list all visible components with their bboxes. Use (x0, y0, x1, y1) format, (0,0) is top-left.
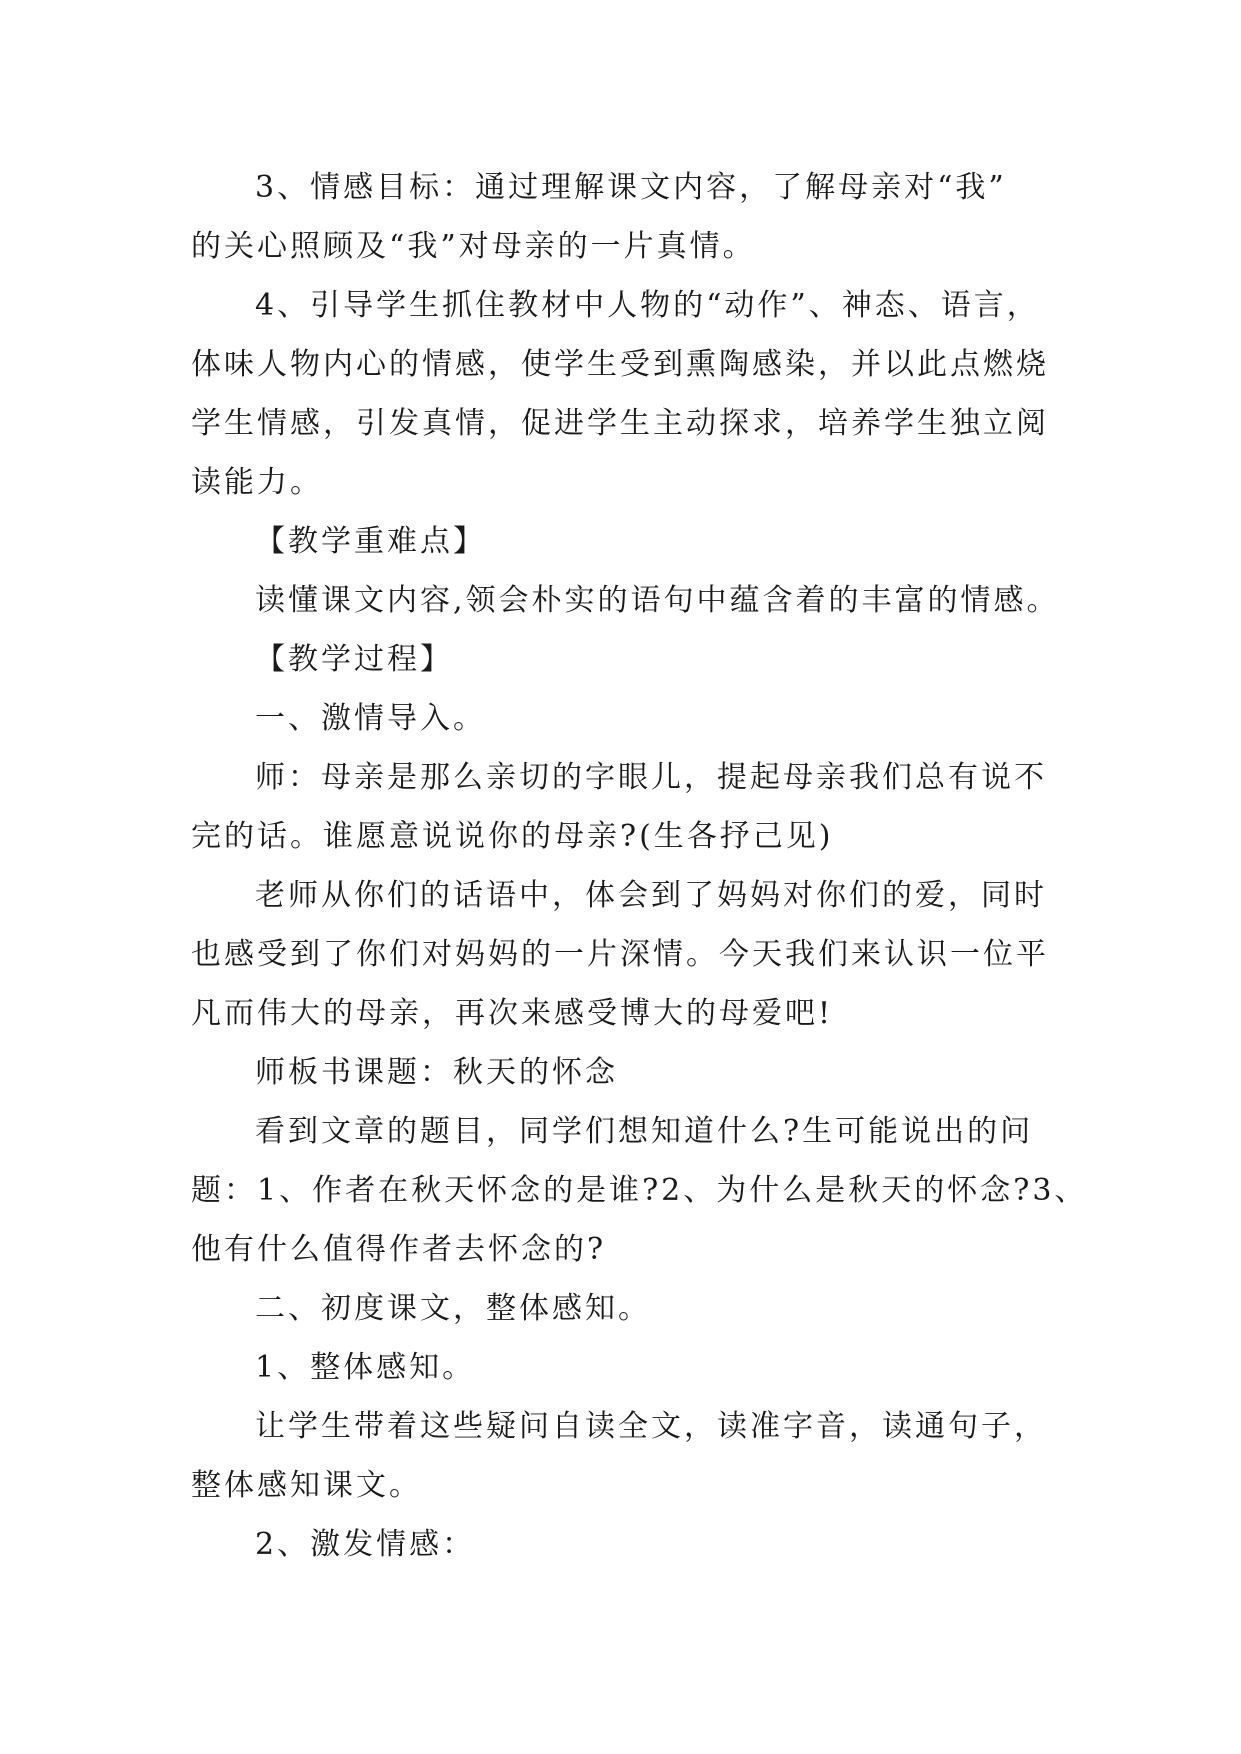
text-line: 学生情感，引发真情，促进学生主动探求，培养学生独立阅 (191, 406, 1049, 441)
text-line: 他有什么值得作者去怀念的? (191, 1232, 607, 1267)
text-line: 一、激情导入。 (255, 701, 486, 736)
paragraph-teacher-feeling (191, 866, 1061, 1043)
paragraph-self-reading (191, 1397, 1061, 1515)
text-line: 的关心照顾及“我”对母亲的一片真情。 (191, 229, 756, 264)
text-line: 二、初度课文，整体感知。 (255, 1291, 651, 1326)
paragraph-questions (191, 1102, 1088, 1279)
text-line: 题：1、作者在秋天怀念的是谁?2、为什么是秋天的怀念?3、 (191, 1173, 1088, 1208)
text-line: 4、引导学生抓住教材中人物的“动作”、神态、语言， (255, 288, 1040, 323)
text-line: 读懂课文内容,领会朴实的语句中蕴含着的丰富的情感。 (255, 583, 1060, 618)
text-line: 师：母亲是那么亲切的字眼儿，提起母亲我们总有说不 (255, 760, 1047, 795)
text-line: 3、情感目标：通过理解课文内容，了解母亲对“我” (255, 170, 1007, 205)
paragraph-board-title (191, 1043, 1061, 1102)
section-heading: 【教学重难点】 (255, 524, 486, 559)
paragraph-emotion-goal (191, 158, 1061, 276)
text-line: 也感受到了你们对妈妈的一片深情。今天我们来认识一位平 (191, 937, 1049, 972)
text-line: 师板书课题：秋天的怀念 (255, 1055, 618, 1090)
paragraph-key-difficulties (191, 571, 1061, 630)
text-line: 完的话。谁愿意说说你的母亲?(生各抒己见) (191, 819, 834, 854)
substep-stimulate-emotion (191, 1515, 1061, 1574)
paragraph-guide-students (191, 276, 1061, 512)
step-two-heading (191, 1279, 1061, 1338)
text-line: 读能力。 (191, 465, 323, 500)
step-one-heading (191, 689, 1061, 748)
text-line: 2、激发情感： (255, 1527, 476, 1562)
heading-teaching-process (191, 630, 1061, 689)
text-line: 1、整体感知。 (255, 1350, 476, 1385)
text-line: 老师从你们的话语中，体会到了妈妈对你们的爱，同时 (255, 878, 1047, 913)
substep-overall-perception (191, 1338, 1061, 1397)
text-line: 整体感知课文。 (191, 1468, 422, 1503)
document-body (191, 158, 1088, 1574)
text-line: 凡而伟大的母亲，再次来感受博大的母爱吧! (191, 996, 834, 1031)
heading-key-difficulties (191, 512, 1061, 571)
section-heading: 【教学过程】 (255, 642, 453, 677)
text-line: 让学生带着这些疑问自读全文，读准字音，读通句子， (255, 1409, 1047, 1444)
text-line: 看到文章的题目，同学们想知道什么?生可能说出的问 (255, 1114, 1034, 1149)
paragraph-teacher-intro (191, 748, 1061, 866)
text-line: 体味人物内心的情感，使学生受到熏陶感染，并以此点燃烧 (191, 347, 1049, 382)
